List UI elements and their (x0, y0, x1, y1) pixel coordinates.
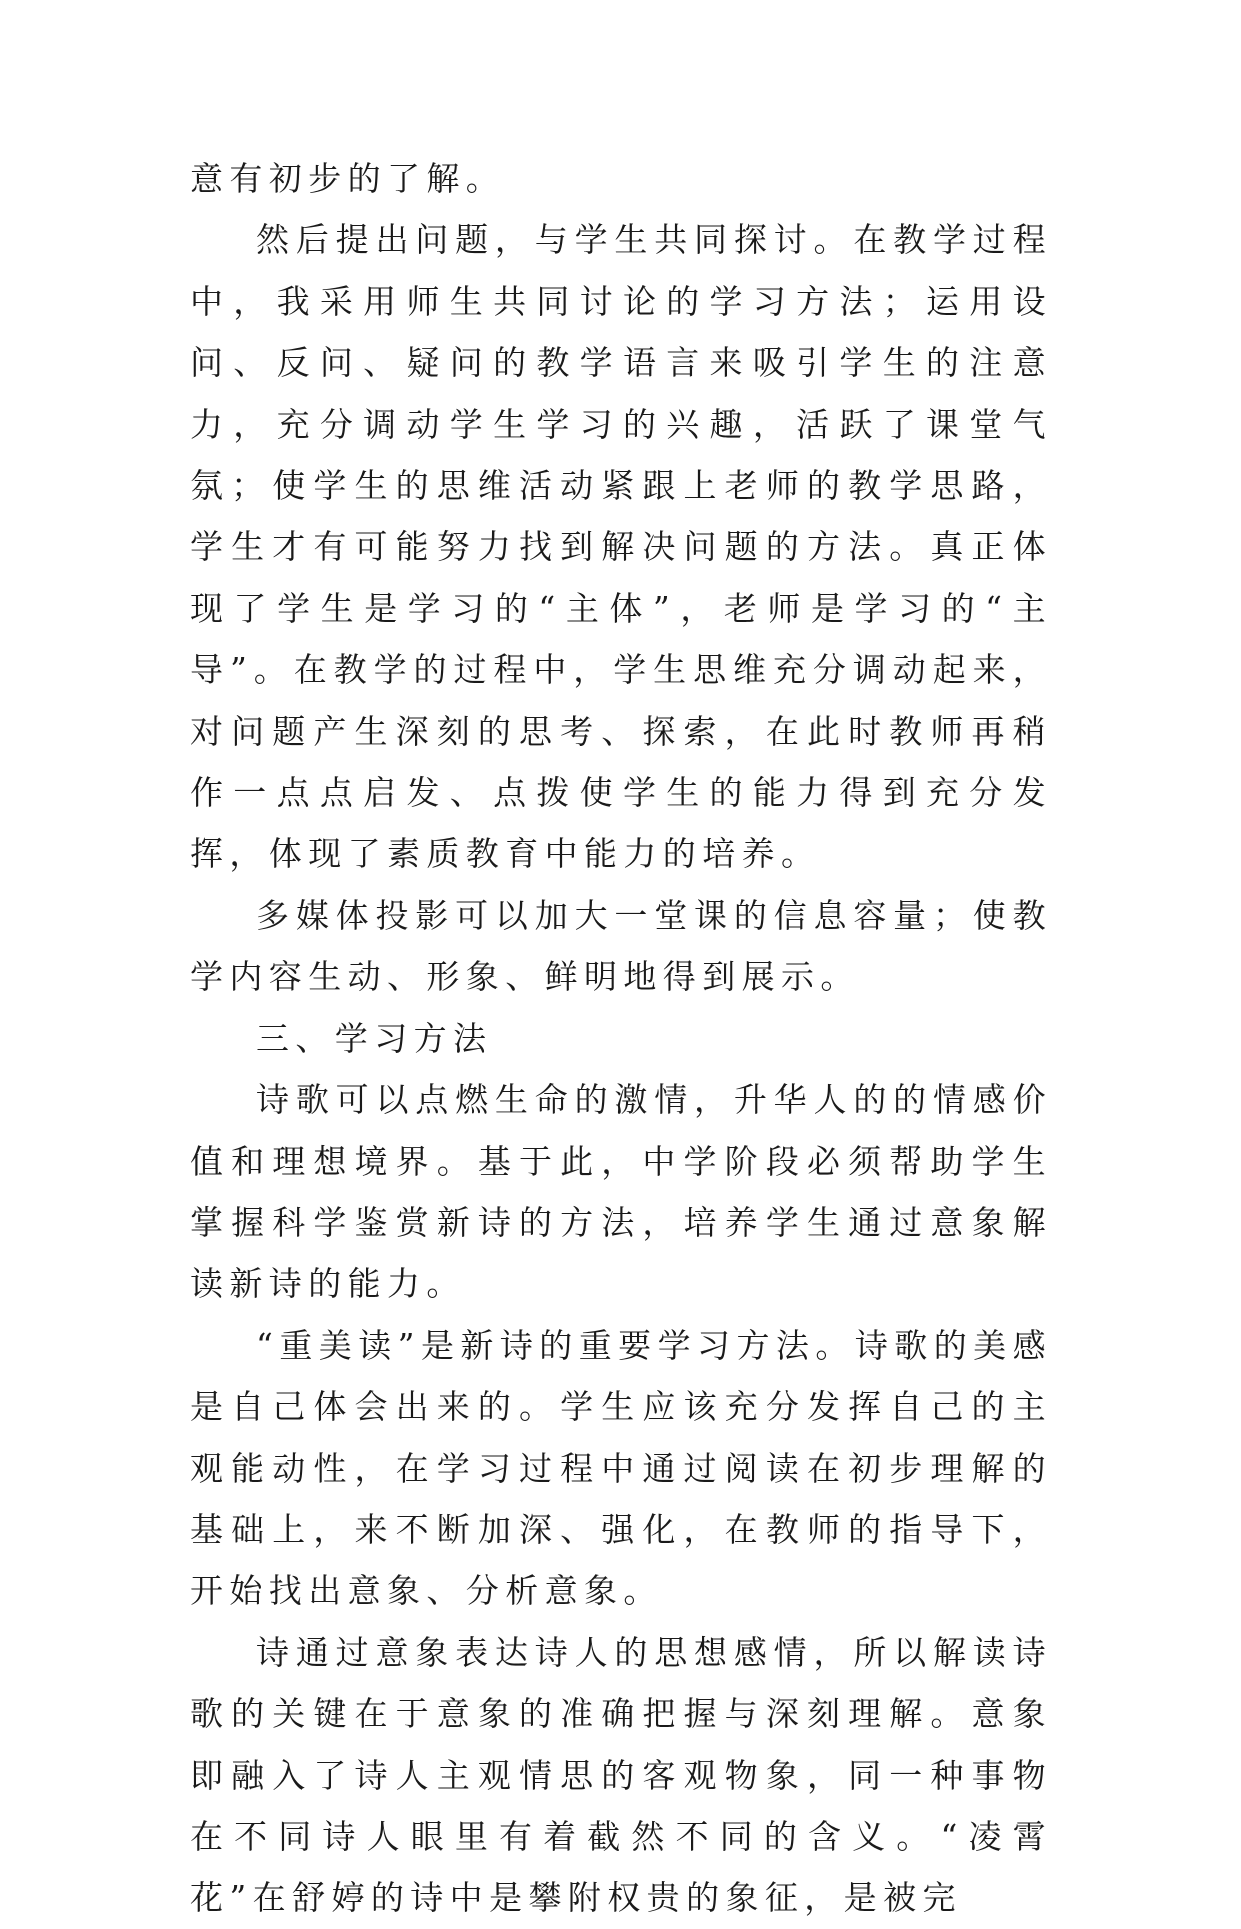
paragraph-poetry-value: 诗歌可以点燃生命的激情，升华人的的情感价值和理想境界。基于此，中学阶段必须帮助学生掌握科学鉴赏新诗的方法，培养学生通过意象解读新诗的能力。 (190, 1080, 1052, 1304)
paragraph-continuation: 意有初步的了解。 (190, 159, 506, 198)
paragraph-reading-method: “重美读”是新诗的重要学习方法。诗歌的美感是自己体会出来的。学生应该充分发挥自己的主观能动性，在学习过程中通过阅读在初步理解的基础上，来不断加深、强化，在教师的指导下，开始找出意象、分析意象。 (190, 1325, 1052, 1611)
paragraph-imagery: 诗通过意象表达诗人的思想感情，所以解读诗歌的关键在于意象的准确把握与深刻理解。意象即融入了诗人主观情思的客观物象，同一种事物在不同诗人眼里有着截然不同的含义。“凌霄花”在舒婷的诗中是攀附权贵的象征，是被完 (190, 1632, 1052, 1918)
paragraph-teaching-process: 然后提出问题，与学生共同探讨。在教学过程中，我采用师生共同讨论的学习方法；运用设问、反问、疑问的教学语言来吸引学生的注意力，充分调动学生学习的兴趣，活跃了课堂气氛；使学生的思维活动紧跟上老师的教学思路，学生才有可能努力找到解决问题的方法。真正体现了学生是学习的“主体”，老师是学习的“主导”。在教学的过程中，学生思维充分调动起来，对问题产生深刻的思考、探索，在此时教师再稍作一点点启发、点拨使学生的能力得到充分发挥，体现了素质教育中能力的培养。 (190, 220, 1052, 874)
document-body (190, 148, 1052, 1929)
paragraph-multimedia: 多媒体投影可以加大一堂课的信息容量；使教学内容生动、形象、鲜明地得到展示。 (190, 895, 1052, 997)
section-heading-learning-methods: 三、学习方法 (256, 1018, 493, 1058)
